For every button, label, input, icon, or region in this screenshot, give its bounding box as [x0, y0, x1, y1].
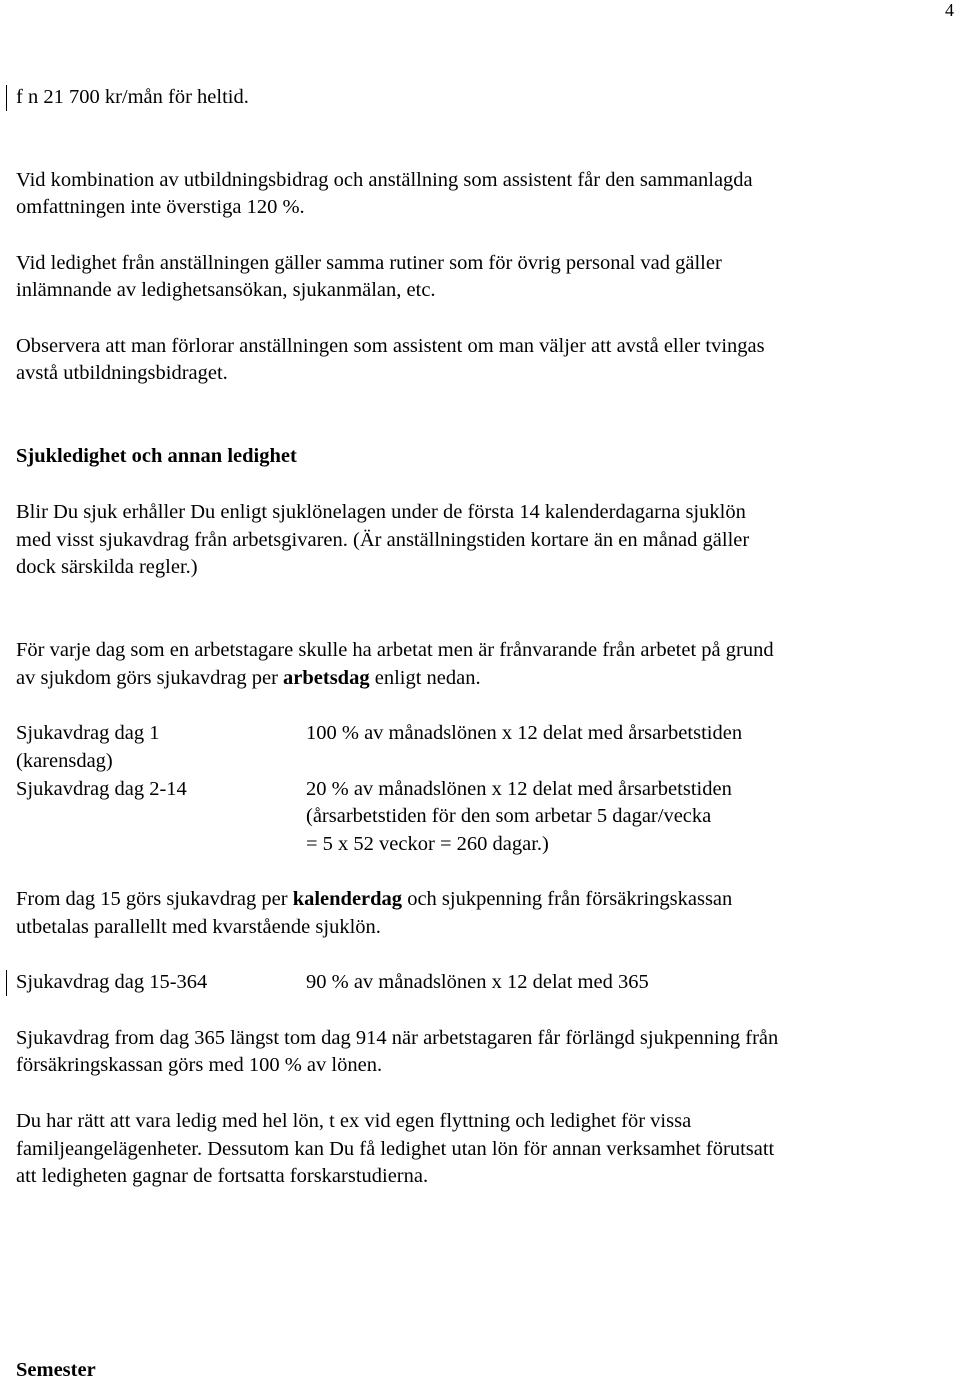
- paragraph-line: Blir Du sjuk erhåller Du enligt sjuklönelagen under de första 14 kalenderdagarna sjuklön: [16, 501, 746, 523]
- paragraph-line: f n 21 700 kr/mån för heltid.: [16, 86, 249, 108]
- table-cell-value: (årsarbetstiden för den som arbetar 5 dagar/vecka: [306, 805, 712, 827]
- paragraph-line: Vid kombination av utbildningsbidrag och anställning som assistent får den sammanlagda: [16, 169, 753, 191]
- paragraph-line: Du har rätt att vara ledig med hel lön, t ex vid egen flyttning och ledighet för vissa: [16, 1110, 692, 1132]
- section-heading: Semester: [16, 1359, 96, 1381]
- paragraph-line: med visst sjukavdrag från arbetsgivaren. (Är anställningstiden kortare än en månad gäller: [16, 529, 750, 551]
- paragraph-line: avstå utbildningsbidraget.: [16, 362, 228, 384]
- table-cell-label: Sjukavdrag dag 2-14: [16, 778, 187, 800]
- paragraph-line: För varje dag som en arbetstagare skulle ha arbetat men är frånvarande från arbetet på grund: [16, 639, 774, 661]
- page-number: 4: [945, 0, 954, 20]
- table-cell-label: Sjukavdrag dag 1: [16, 722, 160, 744]
- paragraph-line: dock särskilda regler.): [16, 556, 198, 578]
- paragraph-line: From dag 15 görs sjukavdrag per kalenderdag och sjukpenning från försäkringskassan: [16, 888, 733, 910]
- table-cell-value: 100 % av månadslönen x 12 delat med årsarbetstiden: [306, 722, 743, 744]
- table-cell-label: Sjukavdrag dag 15-364: [16, 971, 208, 993]
- paragraph-line: Vid ledighet från anställningen gäller samma rutiner som för övrig personal vad gäller: [16, 252, 722, 274]
- paragraph-line: Observera att man förlorar anställningen som assistent om man väljer att avstå eller tvingas: [16, 335, 765, 357]
- paragraph-line: Sjukavdrag from dag 365 längst tom dag 914 när arbetstagaren får förlängd sjukpenning från: [16, 1027, 779, 1049]
- section-heading: Sjukledighet och annan ledighet: [16, 445, 297, 467]
- paragraph-line: försäkringskassan görs med 100 % av lönen.: [16, 1054, 383, 1076]
- change-bar: [6, 85, 7, 111]
- table-cell-label: (karensdag): [16, 750, 113, 772]
- table-cell-value: 90 % av månadslönen x 12 delat med 365: [306, 971, 649, 993]
- emphasis-text: arbetsdag: [283, 667, 370, 689]
- paragraph-line: utbetalas parallellt med kvarstående sjuklön.: [16, 916, 381, 938]
- paragraph-line: omfattningen inte överstiga 120 %.: [16, 196, 305, 218]
- change-bar: [6, 970, 7, 996]
- table-cell-value: 20 % av månadslönen x 12 delat med årsarbetstiden: [306, 778, 732, 800]
- paragraph-line: inlämnande av ledighetsansökan, sjukanmälan, etc.: [16, 279, 436, 301]
- paragraph-line: av sjukdom görs sjukavdrag per arbetsdag enligt nedan.: [16, 667, 481, 689]
- paragraph-line: familjeangelägenheter. Dessutom kan Du få ledighet utan lön för annan verksamhet förutsatt: [16, 1138, 775, 1160]
- paragraph-line: att ledigheten gagnar de fortsatta forskarstudierna.: [16, 1165, 429, 1187]
- table-cell-value: = 5 x 52 veckor = 260 dagar.): [306, 833, 549, 855]
- emphasis-text: kalenderdag: [292, 888, 403, 910]
